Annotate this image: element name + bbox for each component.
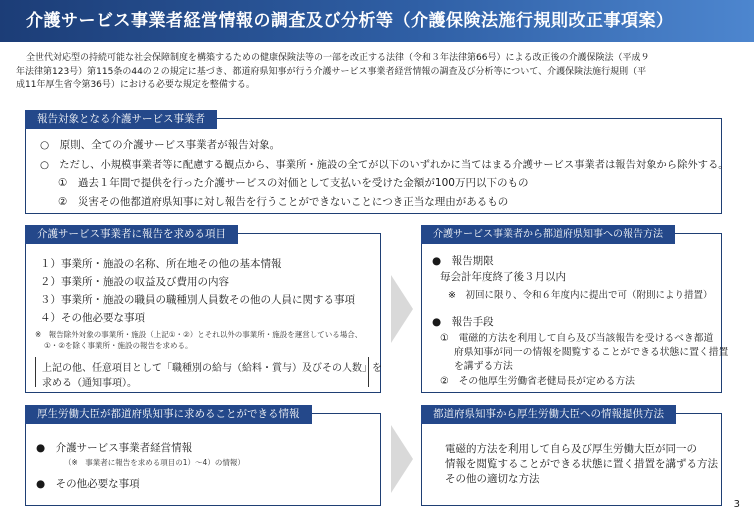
intro-paragraph	[16, 52, 738, 93]
method-deadline-label: ● 報告期限	[432, 255, 494, 267]
target-bullet-1: ○ 原則、全ての介護サービス事業者が報告対象。	[40, 139, 281, 151]
items-item-2: ２）事業所・施設の収益及び費用の内容	[40, 276, 229, 288]
target-header: 報告対象となる介護サービス事業者	[25, 110, 217, 129]
method-deadline-note: ※ 初回に限り、令和６年度内に提出で可（附則により措置）	[448, 290, 713, 301]
page-title: 介護サービス事業者経営情報の調査及び分析等（介護保険法施行規則改正事項案）	[0, 0, 754, 42]
right-arrow-icon	[391, 425, 413, 493]
items-item-4: ４）その他必要な事項	[40, 312, 145, 324]
provision-header: 都道府県知事から厚生労働大臣への情報提供方法	[421, 405, 676, 424]
items-extra-2: 求める（通知事項）。	[42, 378, 137, 389]
method-means-1b: 府県知事が同一の情報を閲覧することができる状態に置く措置	[454, 347, 729, 358]
page-number: 3	[733, 499, 740, 510]
items-note-1: ※ 報告除外対象の事業所・施設（上記①・②）とそれ以外の事業所・施設を運営している場合、	[35, 330, 363, 339]
method-means-label: ● 報告手段	[432, 316, 494, 328]
mhlw-header: 厚生労働大臣が都道府県知事に求めることができる情報	[25, 405, 312, 424]
intro-line-2: 年法律第123号）第115条の44の２の規定に基づき、都道府県知事が行う介護サービス事業者経営情報の調査及び分析等について、介護保険法施行規則（平	[16, 66, 647, 77]
method-header: 介護サービス事業者から都道府県知事への報告方法	[421, 225, 675, 244]
intro-line-1: 全世代対応型の持続可能な社会保障制度を構築するための健康保険法等の一部を改正する法律（令和３年法律第66号）による改正後の介護保険法（平成９	[26, 53, 650, 63]
provision-line-1: 電磁的方法を利用して自ら及び厚生労働大臣が同一の	[445, 443, 697, 455]
right-arrow-icon	[391, 275, 413, 343]
mhlw-item-1: ● 介護サービス事業者経営情報	[36, 442, 193, 454]
method-means-1a: ① 電磁的方法を利用して自ら及び当該報告を受けるべき都道	[440, 333, 714, 344]
method-means-1c: を講ずる方法	[454, 361, 513, 372]
mhlw-item-1-note: （※ 事業者に報告を求める項目の1）～4）の情報）	[64, 458, 245, 467]
provision-line-2: 情報を閲覧することができる状態に置く措置を講ずる方法	[445, 458, 718, 470]
items-header: 介護サービス事業者に報告を求める項目	[25, 225, 238, 244]
method-deadline: 毎会計年度終了後３月以内	[440, 271, 566, 283]
items-note-2: ①・②を除く事業所・施設の報告を求める。	[44, 341, 193, 350]
mhlw-item-2: ● その他必要な事項	[36, 478, 140, 490]
intro-line-3: 成11年厚生省令第36号）における必要な規定を整備する。	[16, 80, 255, 90]
target-sub-1: ① 過去１年間で提供を行った介護サービスの対価として支払いを受けた金額が100万円以下のもの	[58, 177, 529, 189]
target-bullet-2: ○ ただし、小規模事業者等に配慮する観点から、事業所・施設の全てが以下のいずれかに当てはまる介護サービス事業者は報告対象から除外する。	[40, 159, 729, 171]
target-sub-2: ② 災害その他都道府県知事に対し報告を行うことができないことにつき正当な理由があるもの	[58, 196, 509, 208]
items-extra-1: 上記の他、任意項目として「職種別の給与（給料・賞与）及びその人数」を	[42, 363, 382, 374]
provision-line-3: その他の適切な方法	[445, 473, 540, 485]
method-means-2: ② その他厚生労働省老健局長が定める方法	[440, 376, 635, 387]
items-item-1: １）事業所・施設の名称、所在地その他の基本情報	[40, 258, 282, 270]
items-item-3: ３）事業所・施設の職員の職種別人員数その他の人員に関する事項	[40, 294, 355, 306]
